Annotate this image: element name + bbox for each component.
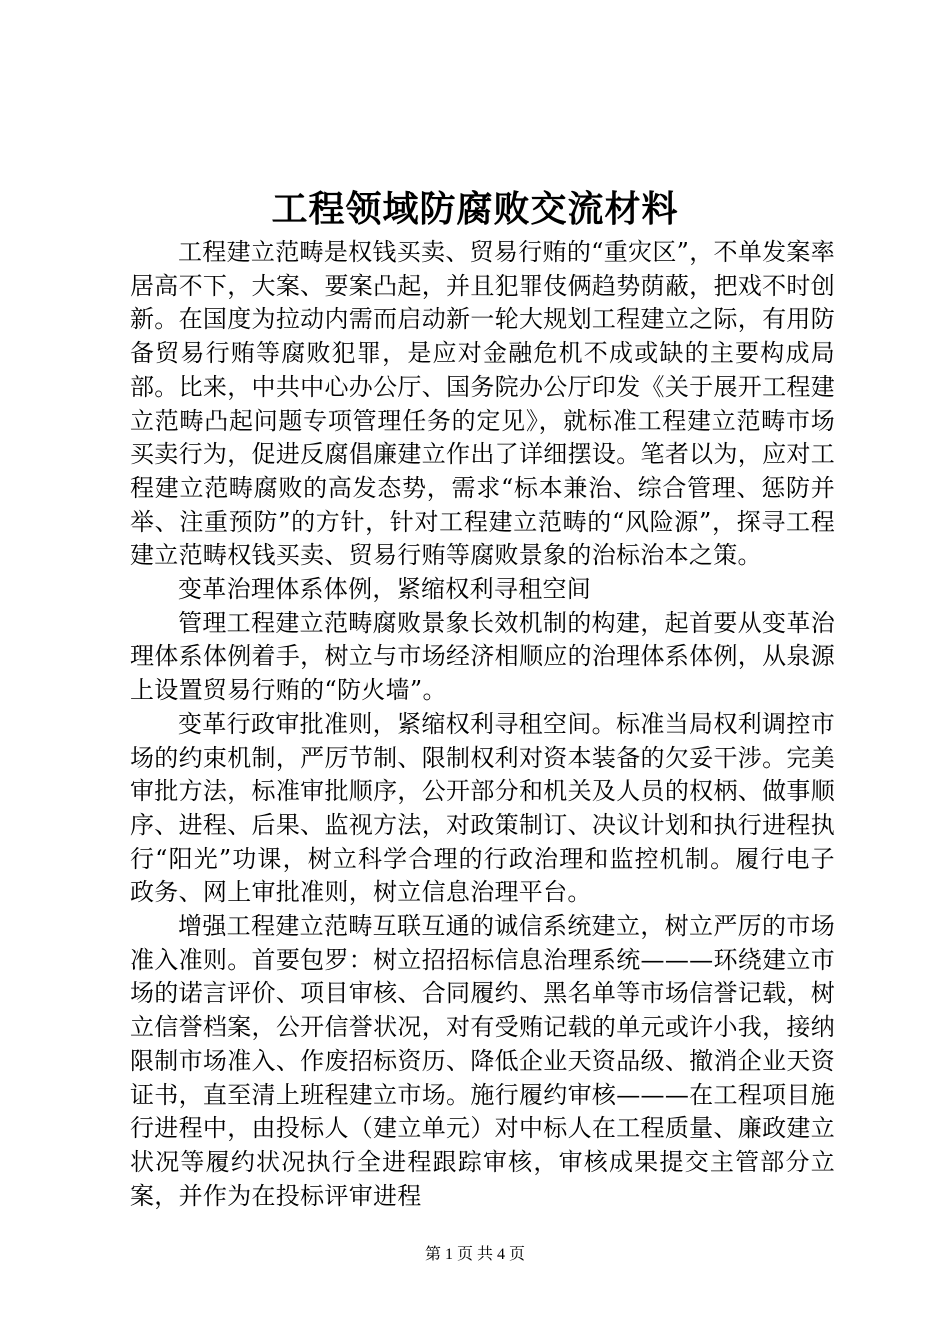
page-number-footer: 第 1 页 共 4 页 [424, 1246, 525, 1263]
paragraph: 管理工程建立范畴腐败景象长效机制的构建，起首要从变革治理体系体例着手，树立与市场经济相顺应的治理体系体例，从泉源上设置贸易行贿的“防火墙”。 [130, 608, 835, 705]
paragraph: 增强工程建立范畴互联互通的诚信系统建立，树立严厉的市场准入准则。首要包罗：树立招招标信息治理系统———环绕建立市场的诺言评价、项目审核、合同履约、黑名单等市场信誉记载，树立信誉档案，公开信誉状况，对有受贿记载的单元或许小我，接纳限制市场准入、作废招标资历、降低企业天资品级、撤消企业天资证书，直至清上班程建立市场。施行履约审核———在工程项目施行进程中，由投标人（建立单元）对中标人在工程质量、廉政建立状况等履约状况执行全进程跟踪审核，审核成果提交主管部分立案，并作为在投标评审进程 [130, 912, 835, 1210]
paragraph: 工程建立范畴是权钱买卖、贸易行贿的“重灾区”，不单发案率居高不下，大案、要案凸起，并且犯罪伎俩趋势荫蔽，把戏不时创新。在国度为拉动内需而启动新一轮大规划工程建立之际，有用防备贸易行贿等腐败犯罪，是应对金融危机不成或缺的主要构成局部。比来，中共中心办公厅、国务院办公厅印发《关于展开工程建立范畴凸起问题专项管理任务的定见》，就标准工程建立范畴市场买卖行为，促进反腐倡廉建立作出了详细摆设。笔者以为，应对工程建立范畴腐败的高发态势，需求“标本兼治、综合管理、惩防并举、注重预防”的方针，针对工程建立范畴的“风险源”，探寻工程建立范畴权钱买卖、贸易行贿等腐败景象的治标治本之策。 [130, 238, 835, 570]
paragraph: 变革行政审批准则，紧缩权利寻租空间。标准当局权利调控市场的约束机制，严厉节制、限制权利对资本装备的欠妥干涉。完美审批方法，标准审批顺序，公开部分和机关及人员的权柄、做事顺序、进程、后果、监视方法，对政策制订、决议计划和执行进程执行“阳光”功课，树立科学合理的行政治理和监控机制。履行电子政务、网上审批准则，树立信息治理平台。 [130, 709, 835, 907]
document-body [130, 236, 835, 1213]
section-heading: 变革治理体系体例，紧缩权利寻租空间 [178, 575, 592, 604]
document-title: 工程领域防腐败交流材料 [271, 188, 679, 230]
